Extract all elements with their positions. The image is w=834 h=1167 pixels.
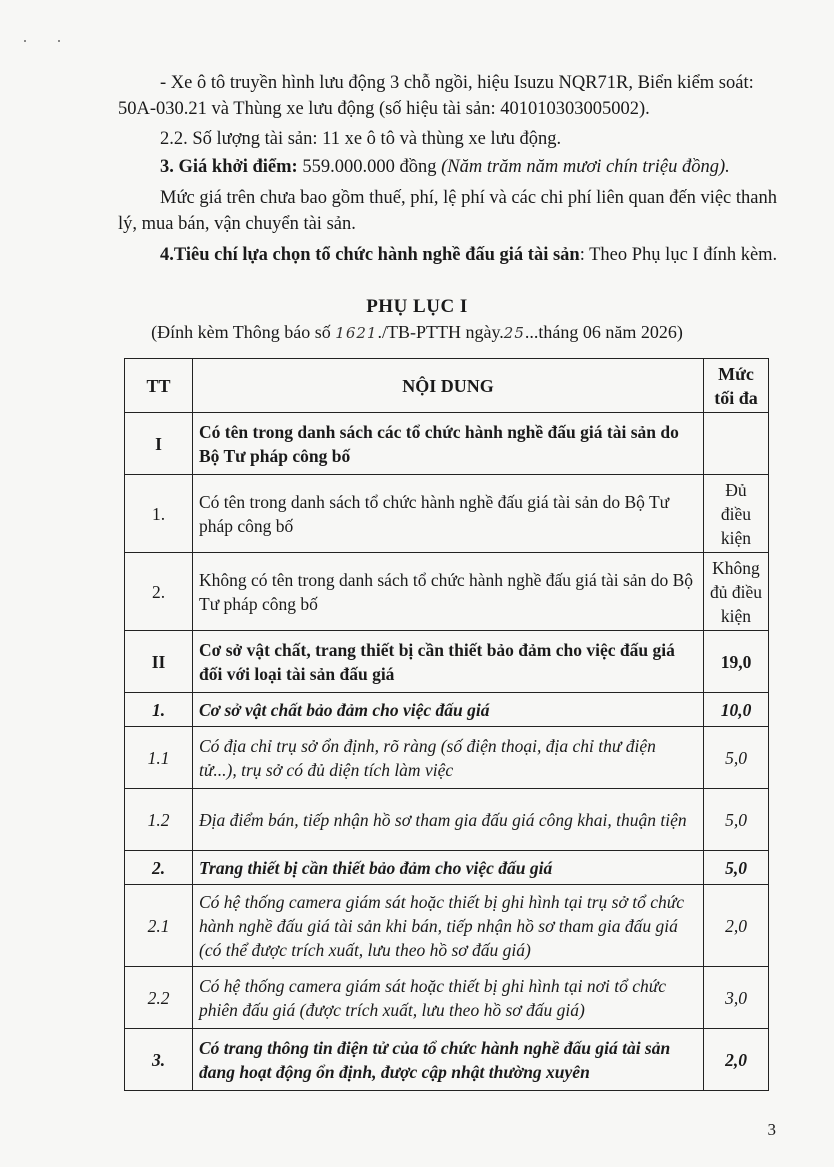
row-max-score: 5,0 — [704, 789, 769, 851]
row-content: Có hệ thống camera giám sát hoặc thiết bị ghi hình tại nơi tổ chức phiên đấu giá (được trích xuất, lưu theo hồ sơ đấu giá) — [193, 967, 704, 1029]
row-number: 3. — [125, 1029, 193, 1091]
table-row — [125, 885, 769, 967]
row-max-score: 5,0 — [704, 727, 769, 789]
table-row — [125, 553, 769, 631]
row-content: Không có tên trong danh sách tổ chức hành nghề đấu giá tài sản do Bộ Tư pháp công bố — [193, 553, 704, 631]
row-number: 2. — [125, 553, 193, 631]
criteria-rest: : Theo Phụ lục I đính kèm. — [579, 245, 778, 265]
row-max-score: 10,0 — [704, 693, 769, 727]
starting-price-words: (Năm trăm năm mươi chín triệu đồng). — [441, 157, 730, 177]
table-row — [125, 1029, 769, 1091]
row-content: Cơ sở vật chất, trang thiết bị cần thiết bảo đảm cho việc đấu giá đối với loại tài sản đấu giá — [193, 631, 704, 693]
scan-speck — [58, 40, 60, 42]
starting-price-line — [118, 154, 778, 180]
row-number: 2.2 — [125, 967, 193, 1029]
row-max-score: Không đủ điều kiện — [704, 553, 769, 631]
table-row — [125, 475, 769, 553]
price-note: Mức giá trên chưa bao gồm thuế, phí, lệ phí và các chi phí liên quan đến việc thanh lý, mua bán, vận chuyển tài sản. — [118, 188, 777, 234]
row-content: Có tên trong danh sách tổ chức hành nghề đấu giá tài sản do Bộ Tư pháp công bố — [193, 475, 704, 553]
row-content: Có tên trong danh sách các tổ chức hành nghề đấu giá tài sản do Bộ Tư pháp công bố — [193, 413, 704, 475]
table-row — [125, 967, 769, 1029]
handwritten-number: 1621 — [335, 324, 378, 342]
scan-speck — [24, 40, 26, 42]
row-max-score: 19,0 — [704, 631, 769, 693]
row-number: 2.1 — [125, 885, 193, 967]
row-max-score: 5,0 — [704, 851, 769, 885]
row-number: I — [125, 413, 193, 475]
starting-price-label: 3. Giá khởi điểm: — [160, 157, 298, 177]
starting-price-value: 559.000.000 đồng — [297, 157, 442, 177]
row-max-score: 3,0 — [704, 967, 769, 1029]
row-content: Địa điểm bán, tiếp nhận hồ sơ tham gia đấu giá công khai, thuận tiện — [193, 789, 704, 851]
header-tt: TT — [125, 359, 193, 413]
annex-subtitle — [0, 322, 834, 343]
table-row — [125, 727, 769, 789]
table-header-row — [125, 359, 769, 413]
quantity-line: 2.2. Số lượng tài sản: 11 xe ô tô và thùng xe lưu động. — [160, 129, 562, 149]
row-number: 1. — [125, 693, 193, 727]
annex-title: PHỤ LỤC I — [366, 296, 468, 317]
row-number: 1.1 — [125, 727, 193, 789]
criteria-line — [118, 242, 778, 268]
row-number: 1.2 — [125, 789, 193, 851]
header-max: Mức tối đa — [704, 359, 769, 413]
vehicle-line: - Xe ô tô truyền hình lưu động 3 chỗ ngồi, hiệu Isuzu NQR71R, Biển kiểm soát: 50A-030.21 và Thùng xe lưu động (số hiệu tài sản: 401010303005002). — [118, 73, 754, 119]
row-content: Có trang thông tin điện tử của tổ chức hành nghề đấu giá tài sản đang hoạt động ổn định, được cập nhật thường xuyên — [193, 1029, 704, 1091]
criteria-label: 4.Tiêu chí lựa chọn tổ chức hành nghề đấu giá tài sản — [160, 245, 580, 265]
row-number: 2. — [125, 851, 193, 885]
row-number: II — [125, 631, 193, 693]
row-max-score: 2,0 — [704, 1029, 769, 1091]
table-row — [125, 631, 769, 693]
row-max-score: 2,0 — [704, 885, 769, 967]
table-row — [125, 789, 769, 851]
row-max-score: Đủ điều kiện — [704, 475, 769, 553]
row-number: 1. — [125, 475, 193, 553]
row-content: Trang thiết bị cần thiết bảo đảm cho việc đấu giá — [193, 851, 704, 885]
row-max-score — [704, 413, 769, 475]
annex-subtitle-mid: ./TB-PTTH ngày. — [377, 322, 504, 342]
criteria-table — [124, 358, 769, 1091]
row-content: Có hệ thống camera giám sát hoặc thiết bị ghi hình tại trụ sở tổ chức hành nghề đấu giá tài sản khi bán, tiếp nhận hồ sơ tham gia đấu giá (có thể được trích xuất, lưu theo hồ sơ đấu giá) — [193, 885, 704, 967]
annex-subtitle-prefix: (Đính kèm Thông báo số — [151, 322, 336, 342]
row-content: Cơ sở vật chất bảo đảm cho việc đấu giá — [193, 693, 704, 727]
table-row — [125, 413, 769, 475]
annex-subtitle-end: ...tháng 06 năm 2026) — [524, 322, 683, 342]
page-number: 3 — [767, 1120, 776, 1139]
header-content: NỘI DUNG — [193, 359, 704, 413]
table-row — [125, 693, 769, 727]
handwritten-day: 25 — [503, 324, 525, 342]
table-row — [125, 851, 769, 885]
row-content: Có địa chỉ trụ sở ổn định, rõ ràng (số điện thoại, địa chỉ thư điện tử...), trụ sở có đủ diện tích làm việc — [193, 727, 704, 789]
